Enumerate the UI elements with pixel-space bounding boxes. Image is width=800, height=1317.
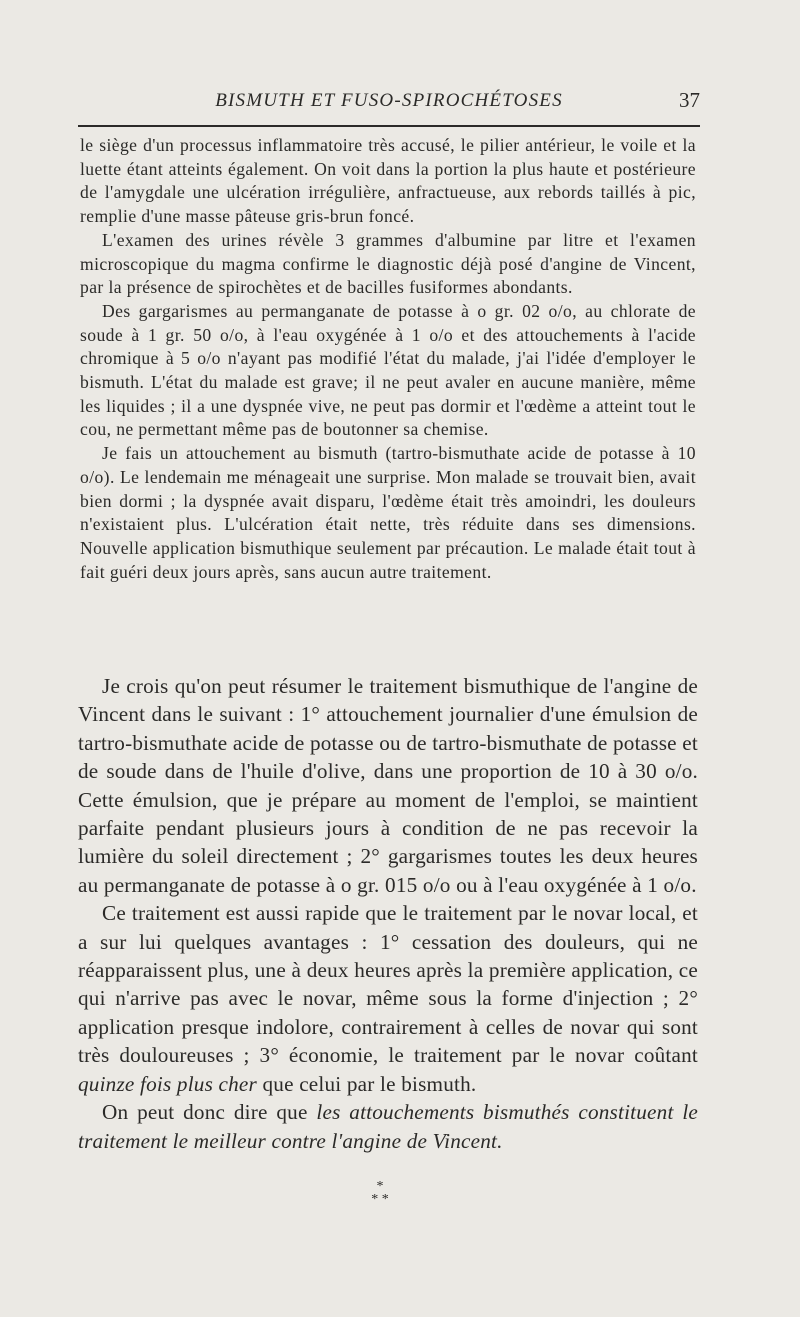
summary-text [78,672,698,1155]
summary-paragraph [78,899,698,1098]
summary-text-run: Ce traitement est aussi rapide que le traitement par le novar local, et a sur lui quelques avantages : 1° cessation des douleurs, qui ne réapparaissent plus, une à deux heures après la première application, ce qui n'arrive pas avec le novar, même sous la forme d'injection ; 2° application presque indolore, contrairement à celles de novar qui sont très douloureuses ; 3° économie, le traitement par le novar coûtant [78,901,698,1068]
running-head [78,88,700,118]
conclusion-emphasis: les attouchements bismuthés constituent le traitement le meilleur contre l'angine de Vincent. [78,1100,699,1153]
page-number: 37 [679,88,700,112]
asterism-top: * [376,1179,384,1194]
asterism-ornament [340,1180,420,1206]
summary-text-run: On peut donc dire que [102,1100,308,1125]
case-paragraph: Je fais un attouchement au bismuth (tartro-bismuthate acide de potasse à 10 o/o). Le lendemain me ménageait une surprise. Mon malade se trouvait bien, avait bien dormi ; la dyspnée avait disparu, l'œdème était très amoindri, les douleurs n'existaient plus. L'ulcération était nette, très réduite dans ses dimensions. Nouvelle application bismuthique seulement par précaution. Le malade était tout à fait guéri deux jours après, sans aucun autre traitement. [80,443,696,582]
summary-paragraph: Je crois qu'on peut résumer le traitement bismuthique de l'angine de Vincent dans le suivant : 1° attouchement journalier d'une émulsion de tartro-bismuthate acide de potasse ou de tartro-bismuthate de potasse et de soude dans de l'huile d'olive, dans une proportion de 10 à 30 o/o. Cette émulsion, que je prépare au moment de l'emploi, se maintient parfaite pendant plusieurs jours à condition de ne pas recevoir la lumière du soleil directement ; 2° gargarismes toutes les deux heures au permanganate de potasse à o gr. 015 o/o ou à l'eau oxygénée à 1 o/o. [78,674,698,897]
emphasis: quinze fois plus cher [78,1071,257,1096]
header-rule [78,125,700,127]
asterism-bottom: * * [371,1192,389,1207]
case-paragraph: Des gargarismes au permanganate de potasse à o gr. 02 o/o, au chlorate de soude à 1 gr. 50 o/o, à l'eau oxygénée à 1 o/o et des attouchements à l'acide chromique à 5 o/o n'ayant pas modifié l'état du malade, j'ai l'idée d'employer le bismuth. L'état du malade est grave; il ne peut avaler en aucune manière, même les liquides ; il a une dyspnée vive, ne peut pas dormir et l'œdème a atteint tout le cou, ne permettant même pas de boutonner sa chemise. [80,300,696,440]
summary-text-run: que celui par le bismuth. [262,1071,477,1096]
running-title: BISMUTH ET FUSO-SPIROCHÉTOSES [215,90,563,111]
conclusion-paragraph [78,1098,698,1155]
case-paragraph: L'examen des urines révèle 3 grammes d'albumine par litre et l'examen microscopique du magma confirme le diagnostic déjà posé d'angine de Vincent, par la présence de spirochètes et de bacilles fusiformes abondants. [80,229,696,298]
case-paragraph: le siège d'un processus inflammatoire très accusé, le pilier antérieur, le voile et la luette étant atteints également. On voit dans la portion la plus haute et postérieure de l'amygdale une ulcération irrégulière, anfractueuse, aux rebords taillés à pic, remplie d'une masse pâteuse gris-brun foncé. [80,135,696,227]
case-report [80,134,696,584]
